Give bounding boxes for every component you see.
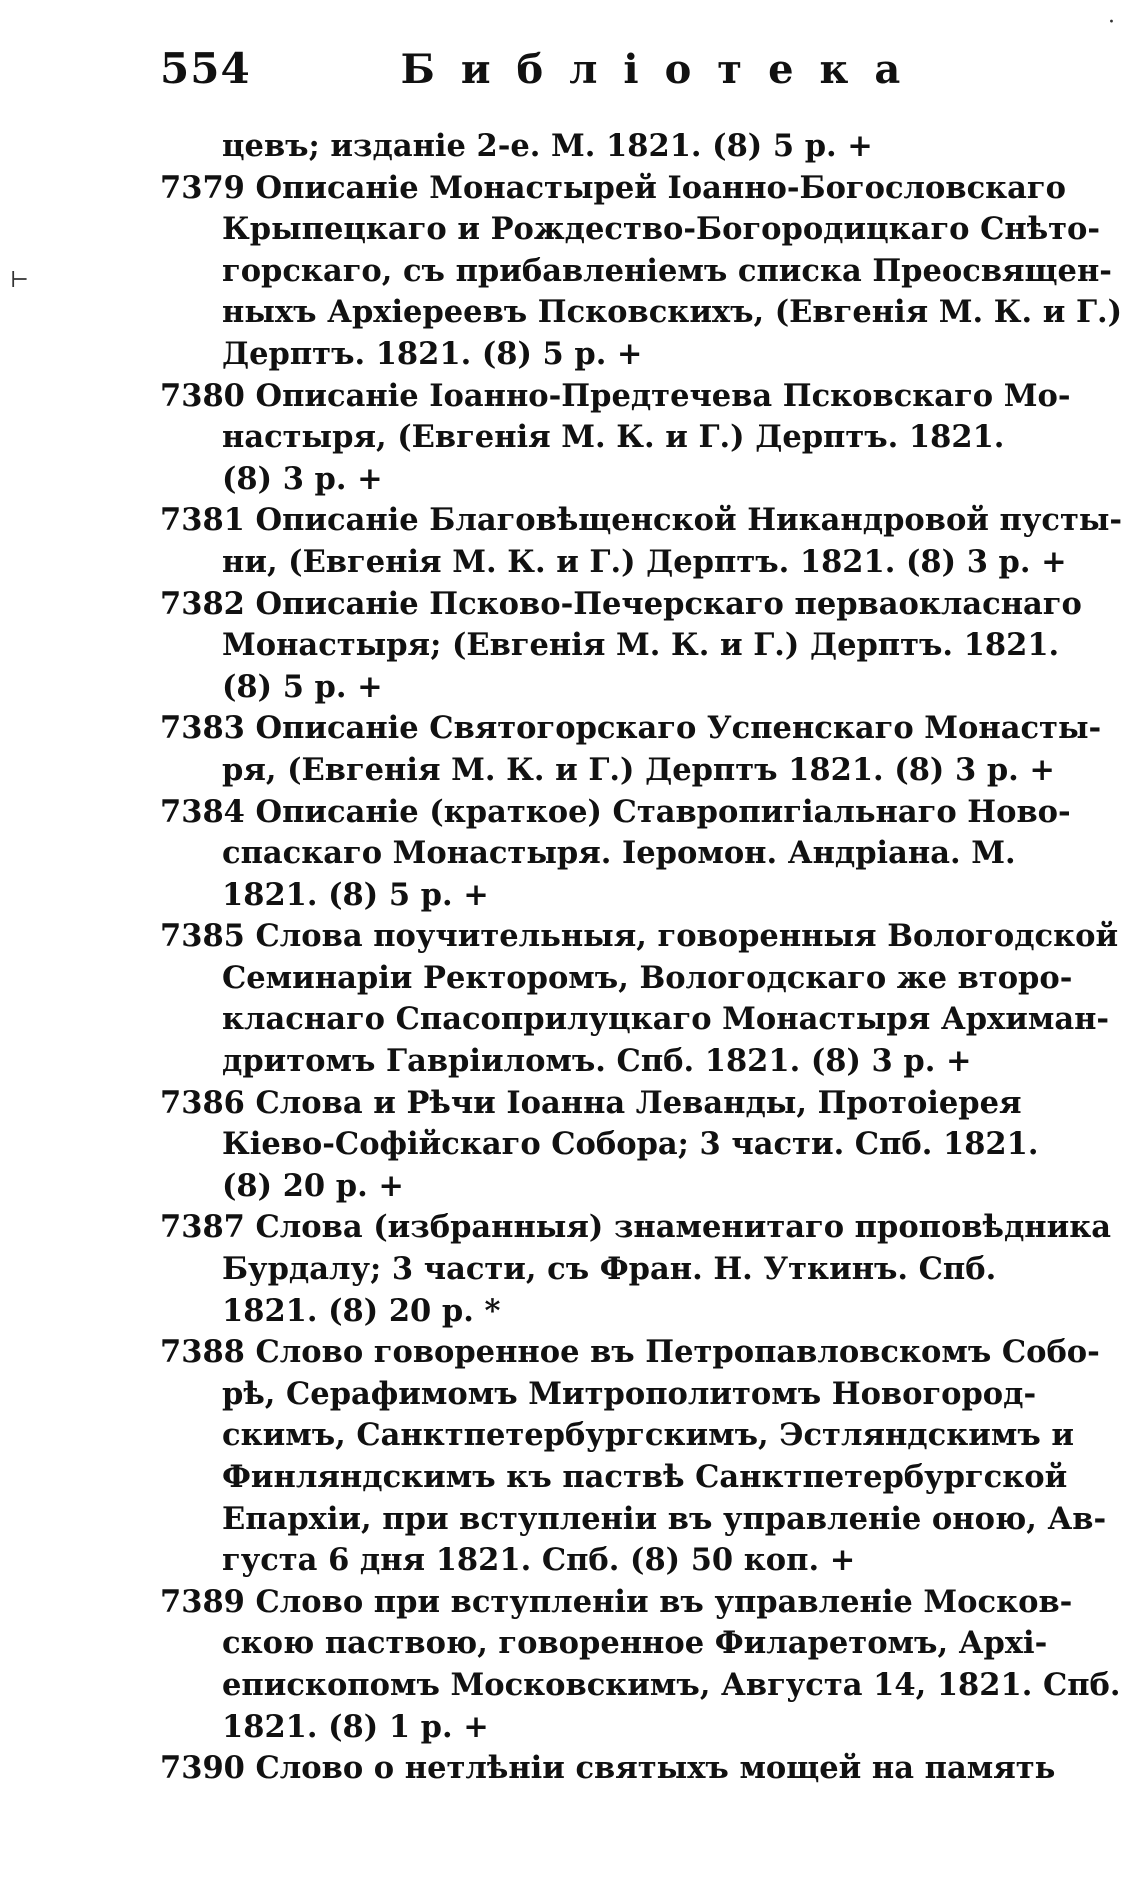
- entry-continuation-line: Бурдалу; 3 части, съ Фран. Н. Уткинъ. Спб.: [222, 1251, 997, 1288]
- entry-continuation-line: Кіево-Софійскаго Собора; 3 части. Спб. 1821.: [222, 1126, 1039, 1163]
- entry-continuation-line: 1821. (8) 1 р. +: [222, 1708, 489, 1745]
- entry-first-line: 7388 Слово говоренное въ Петропавловскомъ Собо-: [160, 1334, 1100, 1371]
- entry-continuation-line: Епархіи, при вступленіи въ управленіе оною, Ав-: [222, 1500, 1107, 1537]
- entry-first-line: 7380 Описаніе Іоанно-Предтечева Псковскаго Мо-: [160, 377, 1071, 414]
- entry-first-line: 7382 Описаніе Псково-Печерскаго перваокласнаго: [160, 585, 1082, 622]
- page-header: [160, 44, 1060, 104]
- entry-continuation-line: рѣ, Серафимомъ Митрополитомъ Новогород-: [222, 1375, 1037, 1412]
- entry-continuation-line: спаскаго Монастыря. Іеромон. Андріана. М.: [222, 835, 1016, 872]
- entry-continuation-line: густа 6 дня 1821. Спб. (8) 50 коп. +: [222, 1542, 856, 1579]
- entry-continuation-line: скою паствою, говоренное Филаретомъ, Архі-: [222, 1625, 1048, 1662]
- catalog-text: [160, 126, 1123, 1790]
- margin-mark: ⊢: [10, 268, 29, 293]
- entry-continuation-line: скимъ, Санктпетербургскимъ, Эстляндскимъ и: [222, 1417, 1074, 1454]
- entry-continuation-line: класнаго Спасоприлуцкаго Монастыря Архиман-: [222, 1001, 1110, 1038]
- entry-continuation-line: горскаго, съ прибавленіемъ списка Преосвящен-: [222, 252, 1112, 289]
- entry-continuation-line: (8) 20 р. +: [222, 1167, 404, 1204]
- entry-continuation-line: Дерптъ. 1821. (8) 5 р. +: [222, 335, 643, 372]
- entry-first-line: 7381 Описаніе Благовѣщенской Никандровой пусты-: [160, 502, 1123, 539]
- entry-first-line: 7384 Описаніе (краткое) Ставропигіальнаго Ново-: [160, 793, 1071, 830]
- entry-continuation-line: (8) 5 р. +: [222, 668, 383, 705]
- entry-first-line: 7385 Слова поучительныя, говоренныя Вологодской: [160, 918, 1119, 955]
- entry-continuation-line: цевъ; изданіе 2-е. М. 1821. (8) 5 р. +: [222, 128, 873, 164]
- entry-first-line: 7383 Описаніе Святогорскаго Успенскаго Монасты-: [160, 710, 1102, 747]
- entry-continuation-line: 1821. (8) 20 р. *: [222, 1292, 501, 1329]
- page-number: 554: [160, 44, 251, 93]
- entry-first-line: 7386 Слова и Рѣчи Іоанна Леванды, Протоіерея: [160, 1084, 1022, 1121]
- entry-continuation-line: ныхъ Архіереевъ Псковскихъ, (Евгенія М. К. и Г.): [222, 294, 1123, 331]
- entry-first-line: 7387 Слова (избранныя) знаменитаго проповѣдника: [160, 1209, 1112, 1246]
- running-head: Библіотека: [400, 46, 927, 93]
- entry-continuation-line: дритомъ Гавріиломъ. Спб. 1821. (8) 3 р. +: [222, 1043, 972, 1080]
- entry-first-line: 7389 Слово при вступленіи въ управленіе Москов-: [160, 1583, 1073, 1620]
- entry-continuation-line: Семинаріи Ректоромъ, Вологодскаго же второ-: [222, 959, 1073, 996]
- entry-continuation-line: Монастыря; (Евгенія М. К. и Г.) Дерптъ. 1821.: [222, 627, 1060, 664]
- entry-continuation-line: Финляндскимъ къ паствѣ Санктпетербургской: [222, 1459, 1068, 1495]
- entry-continuation-line: епископомъ Московскимъ, Августа 14, 1821. Спб.: [222, 1666, 1121, 1703]
- entry-continuation-line: ря, (Евгенія М. К. и Г.) Дерптъ 1821. (8) 3 р. +: [222, 751, 1055, 788]
- entry-continuation-line: Крыпецкаго и Рождество-Богородицкаго Снѣто-: [222, 211, 1101, 248]
- margin-mark: ·: [1108, 10, 1115, 35]
- entry-continuation-line: ни, (Евгенія М. К. и Г.) Дерптъ. 1821. (8) 3 р. +: [222, 543, 1067, 580]
- entry-continuation-line: настыря, (Евгенія М. К. и Г.) Дерптъ. 1821.: [222, 419, 1005, 456]
- entry-first-line: 7379 Описаніе Монастырей Іоанно-Богословскаго: [160, 169, 1066, 206]
- entry-first-line: 7390 Слово о нетлѣніи святыхъ мощей на память: [160, 1750, 1056, 1787]
- entry-continuation-line: 1821. (8) 5 р. +: [222, 876, 489, 913]
- entry-continuation-line: (8) 3 р. +: [222, 460, 383, 497]
